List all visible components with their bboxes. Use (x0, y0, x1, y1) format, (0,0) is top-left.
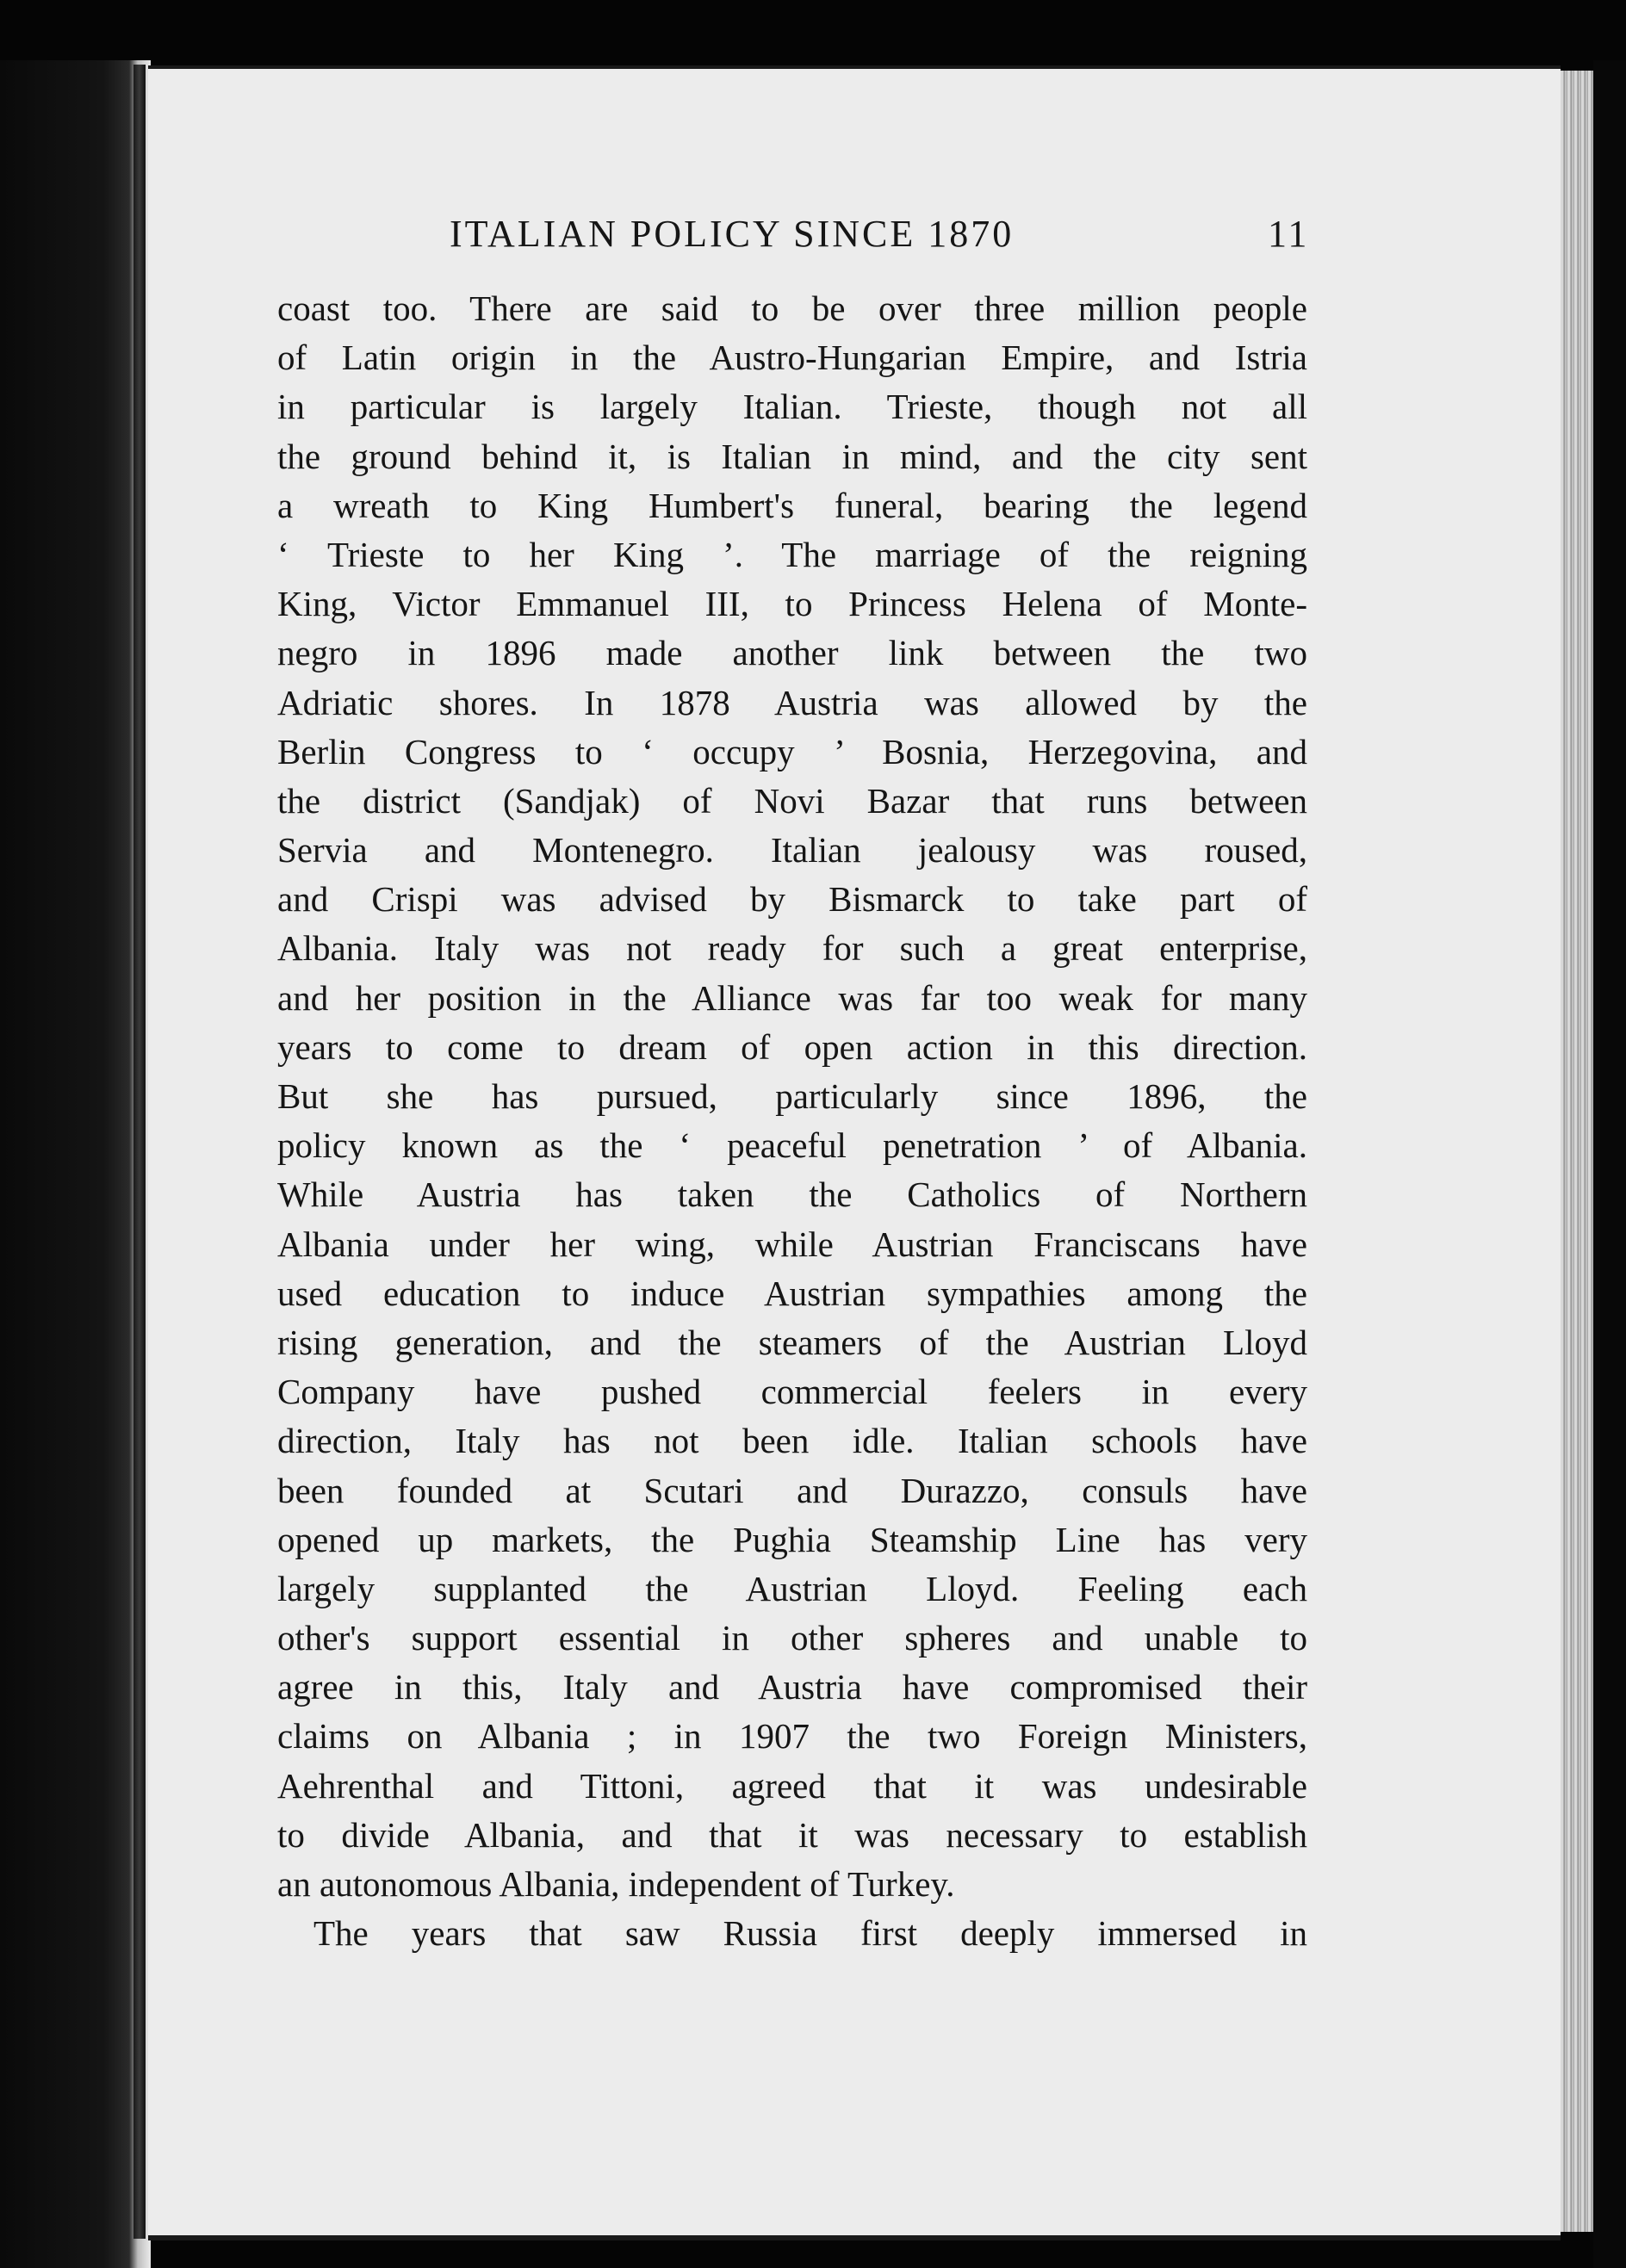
text-line: Albania. Italy was not ready for such a great enterprise, (277, 928, 1307, 969)
text-line: Berlin Congress to ‘ occupy ’ Bosnia, Herzegovina, and (277, 731, 1307, 771)
text-line: claims on Albania ; in 1907 the two Foreign Ministers, (277, 1716, 1307, 1757)
text-line: used education to induce Austrian sympathies among the (277, 1273, 1307, 1313)
page-number: 11 (1268, 213, 1310, 255)
right-page-edges (1561, 71, 1593, 2232)
book-spine (133, 65, 146, 2239)
scan-background (1593, 60, 1626, 2268)
text-line: negro in 1896 made another link between the two (277, 633, 1307, 673)
text-line: rising generation, and the steamers of the Austrian Lloyd (277, 1322, 1307, 1362)
text-line-paragraph-start: The years that saw Russia first deeply immersed in (313, 1913, 1307, 1954)
text-line: to divide Albania, and that it was necessary to establish (277, 1814, 1307, 1855)
text-line: Adriatic shores. In 1878 Austria was allowed by the (277, 682, 1307, 722)
text-line: largely supplanted the Austrian Lloyd. Feeling each (277, 1568, 1307, 1608)
text-line: coast too. There are said to be over three million people (277, 288, 1307, 328)
text-line: direction, Italy has not been idle. Italian schools have (277, 1421, 1307, 1461)
text-line: Company have pushed commercial feelers in every (277, 1372, 1307, 1412)
text-line: Aehrenthal and Tittoni, agreed that it was undesirable (277, 1765, 1307, 1806)
text-line: and her position in the Alliance was far too weak for many (277, 977, 1307, 1018)
text-line: other's support essential in other spheres and unable to (277, 1618, 1307, 1658)
text-line: a wreath to King Humbert's funeral, bearing the legend (277, 485, 1307, 525)
text-line: Servia and Montenegro. Italian jealousy was roused, (277, 830, 1307, 871)
text-line: agree in this, Italy and Austria have compromised their (277, 1667, 1307, 1707)
text-line: While Austria has taken the Catholics of Northern (277, 1174, 1307, 1215)
text-line: in particular is largely Italian. Trieste, though not all (277, 387, 1307, 427)
left-page-edge (0, 60, 151, 2268)
running-head: ITALIAN POLICY SINCE 1870 (450, 213, 1015, 255)
text-line: opened up markets, the Pughia Steamship Line has very (277, 1519, 1307, 1559)
text-line-paragraph-end: an autonomous Albania, independent of Turkey. (277, 1864, 955, 1904)
text-line: the ground behind it, is Italian in mind, and the city sent (277, 436, 1307, 476)
text-line: been founded at Scutari and Durazzo, consuls have (277, 1470, 1307, 1510)
body-text (277, 284, 1307, 1958)
page-header (277, 207, 1311, 267)
text-line: years to come to dream of open action in this direction. (277, 1026, 1307, 1067)
text-line: ‘ Trieste to her King ’. The marriage of the reigning (277, 534, 1307, 574)
text-line: and Crispi was advised by Bismarck to take part of (277, 879, 1307, 920)
text-line: policy known as the ‘ peaceful penetration ’ of Albania. (277, 1125, 1307, 1166)
text-line: But she has pursued, particularly since 1896, the (277, 1076, 1307, 1116)
text-line: Albania under her wing, while Austrian Franciscans have (277, 1224, 1307, 1264)
text-line: of Latin origin in the Austro-Hungarian Empire, and Istria (277, 338, 1307, 378)
text-line: King, Victor Emmanuel III, to Princess Helena of Monte- (277, 584, 1307, 624)
text-line: the district (Sandjak) of Novi Bazar that runs between (277, 780, 1307, 821)
